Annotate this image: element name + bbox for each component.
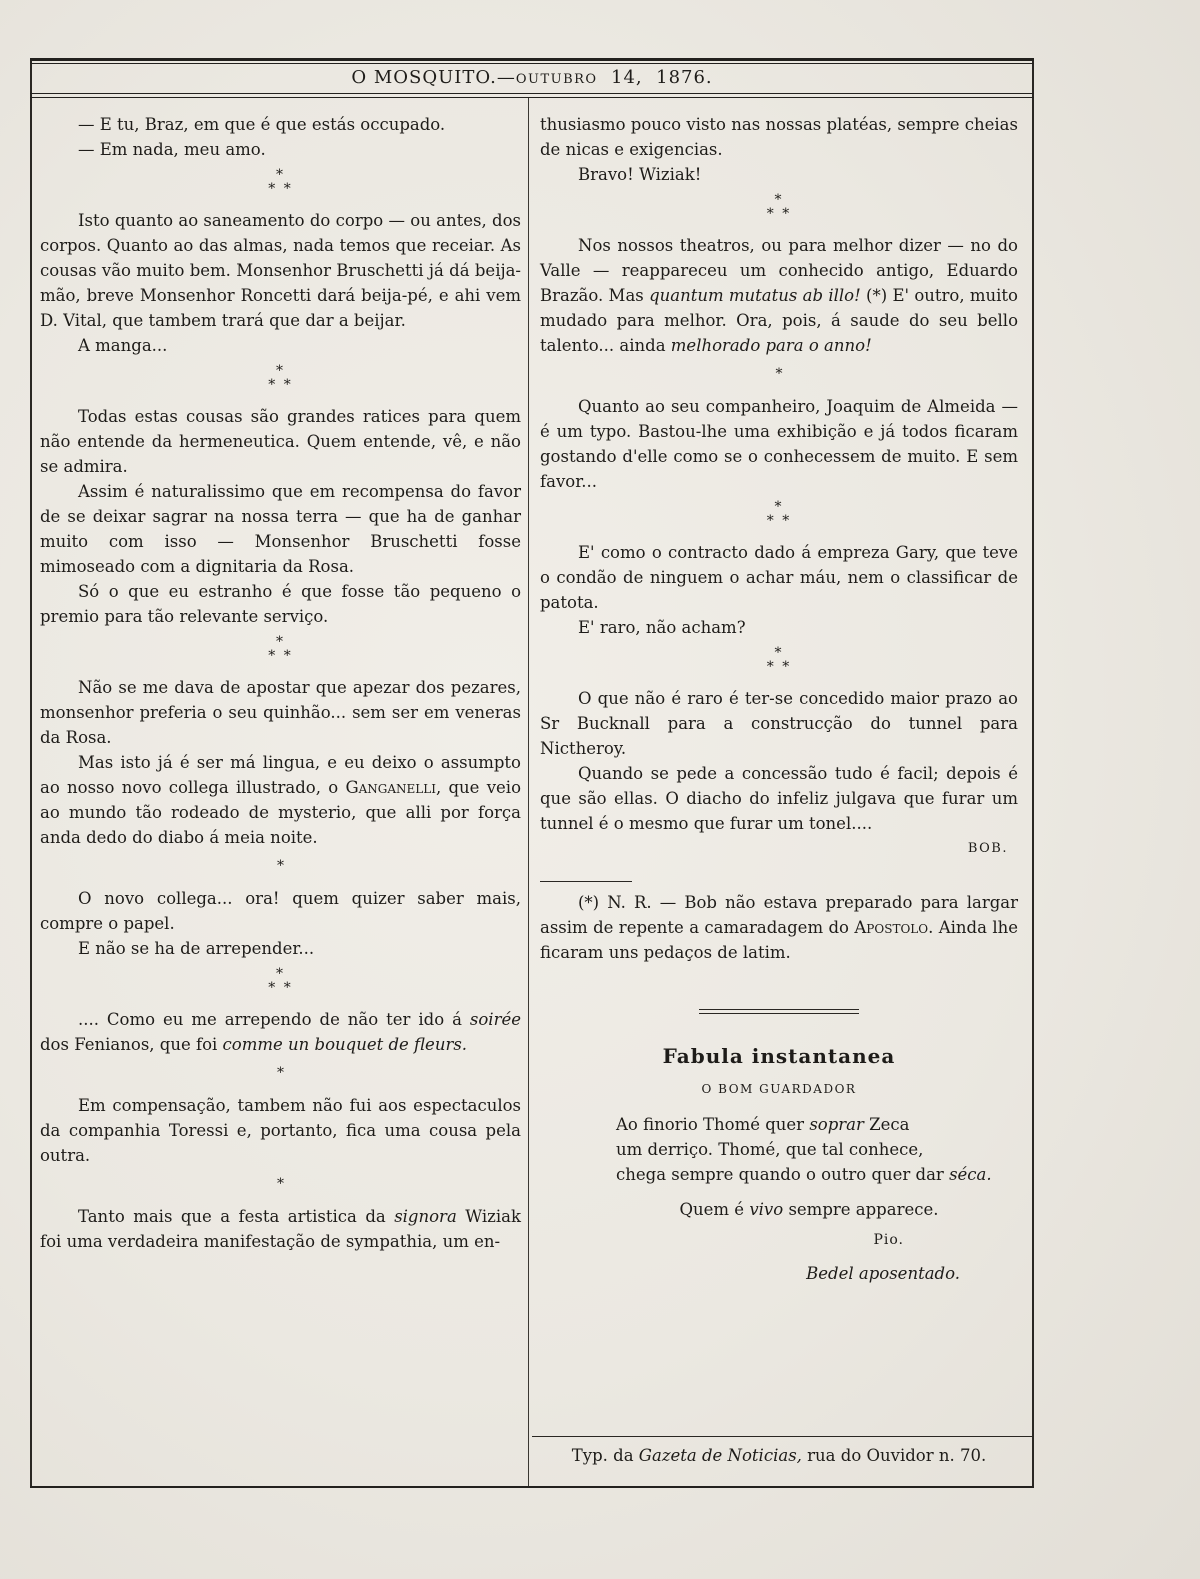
paragraph: [40, 750, 521, 850]
italic-run: vivo: [749, 1200, 784, 1219]
italic-run: Gazeta de Noticias,: [638, 1446, 802, 1465]
paragraph: [40, 1204, 521, 1254]
left-column: [40, 112, 521, 1254]
paragraph: Assim é naturalissimo que em recompensa do favor de se deixar sagrar na nossa terra — que ha de ganhar muito com isso — Monsenhor Bruschetti fosse mimoseado com a dignitaria da Rosa.: [40, 482, 521, 576]
text-run: Tanto mais que a festa artistica da: [78, 1207, 386, 1226]
italic-run: signora: [394, 1207, 457, 1226]
page-header: [32, 64, 1032, 92]
ganganelli-name: Ganganelli: [345, 778, 436, 797]
text-run: Ao finorio Thomé quer: [616, 1115, 805, 1134]
header-day: 14,: [611, 67, 643, 88]
colophon: [540, 1446, 1018, 1465]
paragraph: Quanto ao seu companheiro, Joaquim de Almeida — é um typo. Bastou-lhe uma exhibição e já todos ficaram gostando d'elle como se o conhecessem de muito. E sem favor...: [540, 397, 1018, 491]
paragraph: Só o que eu estranho é que fosse tão pequeno o premio para tão relevante serviço.: [40, 582, 521, 626]
paragraph: Isto quanto ao saneamento do corpo — ou antes, dos corpos. Quanto ao das almas, nada temos que receiar. As cousas vão muito bem. Monsenhor Bruschetti já dá beija-mão, breve Monsenhor Roncetti dará beija-pé, e ahi vem D. Vital, que tambem trará que dar a beijar.: [40, 211, 521, 330]
right-column: [540, 112, 1018, 1286]
column-divider: [528, 98, 529, 1488]
apostolo-name: Apostolo: [854, 918, 929, 937]
asterism-separator: * * *: [268, 966, 293, 996]
verse-line: um derriço. Thomé, que tal conhece,: [616, 1140, 924, 1159]
paragraph: O novo collega... ora! quem quizer saber mais, compre o papel.: [40, 889, 521, 933]
fable-moral: [600, 1197, 1018, 1222]
text-run: (*) N. R. — Bob não estava preparado para largar assim de repente a camaradagem do: [540, 893, 1018, 937]
text-run: .... Como eu me arrependo de não ter ido á: [78, 1010, 462, 1029]
asterism-separator: * * *: [268, 167, 293, 197]
text-run: Typ. da: [571, 1446, 634, 1465]
header-dash: .—: [490, 67, 516, 88]
asterism-separator: * * *: [268, 363, 293, 393]
paragraph: E' raro, não acham?: [578, 618, 746, 637]
header-month: OUTUBRO: [515, 72, 598, 87]
asterism-separator: * * *: [766, 499, 792, 529]
paragraph: Não se me dava de apostar que apezar dos pezares, monsenhor preferia o seu quinhão... sem ser em veneras da Rosa.: [40, 678, 521, 747]
header-rule-bottom: [30, 97, 1034, 98]
fable-verse: [616, 1112, 1018, 1187]
footnote-rule: [540, 881, 632, 882]
paragraph: E' como o contracto dado á empreza Gary, que teve o condão de ninguem o achar máu, nem o classificar de patota.: [540, 543, 1018, 612]
single-star-separator: *: [775, 366, 783, 382]
paragraph: [540, 233, 1018, 358]
single-star-separator: *: [277, 1065, 284, 1081]
paragraph: O que não é raro é ter-se concedido maior prazo ao Sr Bucknall para a construcção do tunnel para Nictheroy.: [540, 689, 1018, 758]
text-run: Quem é: [679, 1200, 745, 1219]
paragraph: E não se ha de arrepender...: [78, 939, 315, 958]
paragraph: [40, 1007, 521, 1057]
italic-run: soirée: [469, 1010, 521, 1029]
paragraph: — E tu, Braz, em que é que estás occupado.: [78, 115, 446, 134]
text-run: dos Fenianos, que foi: [40, 1035, 218, 1054]
asterism-separator: * * *: [268, 634, 293, 664]
italic-run: comme un bouquet de fleurs.: [222, 1035, 468, 1054]
fable-author-title: Bedel aposentado.: [806, 1264, 960, 1283]
text-run: , que veio ao mundo tão rodeado de mysterio, que alli por força anda dedo do diabo á meia noite.: [40, 778, 521, 847]
single-star-separator: *: [277, 858, 284, 874]
colophon-rule: [532, 1436, 1032, 1437]
header-rule-top: [30, 93, 1034, 94]
text-run: Nos nossos theatros, ou para melhor dizer — no do Valle — reappareceu um conhecido antigo, Eduardo Brazão. Mas: [540, 236, 1018, 305]
asterism-separator: * * *: [766, 645, 792, 675]
paragraph: A manga...: [78, 336, 168, 355]
footnote: [540, 890, 1018, 965]
verse-line: [616, 1162, 1018, 1187]
text-run: Mas isto já é ser má lingua, e eu deixo o assumpto ao nosso novo collega illustrado, o: [40, 753, 521, 797]
text-run: sempre apparece.: [788, 1200, 939, 1219]
text-run: rua do Ouvidor n. 70.: [807, 1446, 987, 1465]
paragraph: Quando se pede a concessão tudo é facil; depois é que são ellas. O diacho do infeliz julgava que furar um tunnel é o mesmo que furar um tonel....: [540, 764, 1018, 833]
italic-run: soprar: [809, 1115, 864, 1134]
fable-subtitle: O BOM GUARDADOR: [701, 1082, 857, 1096]
text-run: Wiziak foi uma verdadeira manifestação de sympathia, um en-: [40, 1207, 521, 1251]
text-run: Zeca: [869, 1115, 910, 1134]
header-year: 1876.: [656, 67, 713, 88]
verse-line: [616, 1112, 1018, 1137]
text-run: (*) E' outro, muito mudado para melhor. Ora, pois, á saude do seu bello talento... ainda: [540, 286, 1018, 355]
top-rule-thick: [30, 58, 1034, 61]
asterism-separator: * * *: [766, 192, 792, 222]
text-run: chega sempre quando o outro quer dar: [616, 1165, 944, 1184]
paragraph: Todas estas cousas são grandes ratices para quem não entende da hermeneutica. Quem entende, vê, e não se admira.: [40, 407, 521, 476]
italic-run: séca.: [949, 1165, 992, 1184]
signature-bob: BOB.: [967, 841, 1008, 856]
fable-title: Fabula instantanea: [662, 1044, 896, 1068]
fable-author: Pio.: [873, 1232, 904, 1248]
section-double-rule: [699, 1009, 859, 1014]
bottom-rule: [30, 1486, 1034, 1488]
paragraph: Em compensação, tambem não fui aos espectaculos da companhia Toressi e, portanto, fica uma cousa pela outra.: [40, 1096, 521, 1165]
italic-run: quantum mutatus ab illo!: [649, 286, 861, 305]
newspaper-title: O MOSQUITO: [351, 67, 491, 88]
paragraph: thusiasmo pouco visto nas nossas platéas, sempre cheias de nicas e exigencias.: [540, 115, 1018, 159]
text-run: . Ainda lhe ficaram uns pedaços de latim.: [540, 918, 1019, 962]
paragraph: Bravo! Wiziak!: [578, 165, 702, 184]
italic-run: melhorado para o anno!: [670, 336, 872, 355]
single-star-separator: *: [277, 1176, 284, 1192]
paragraph: — Em nada, meu amo.: [78, 140, 266, 159]
